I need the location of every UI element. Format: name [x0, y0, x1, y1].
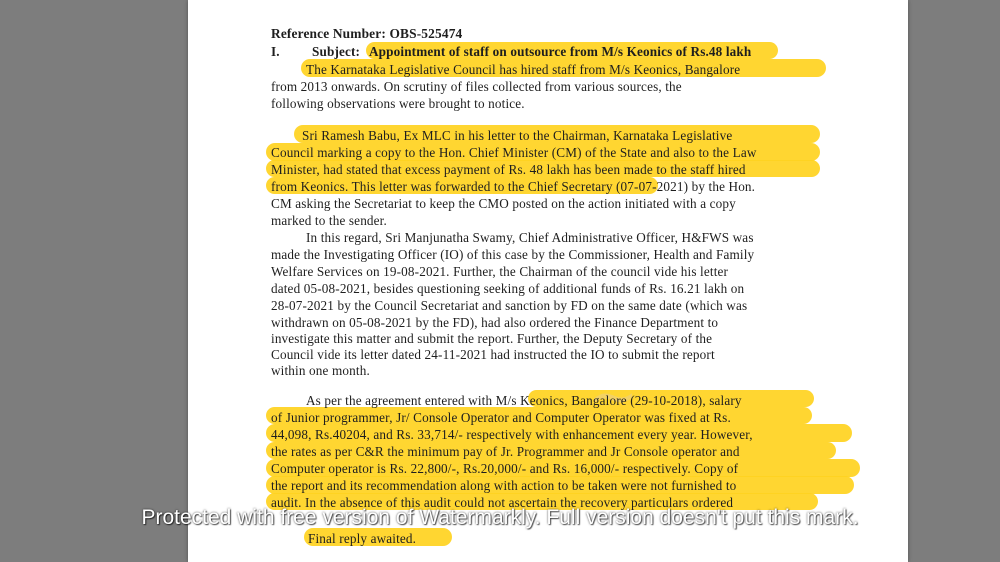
watermark-text: Protected with free version of Watermarkly. Full version doesn't put this mark. — [141, 506, 859, 529]
para2-line: marked to the sender. — [271, 213, 387, 228]
para1-line: following observations were brought to notice. — [271, 96, 525, 111]
final-reply-line: Final reply awaited. — [308, 531, 417, 546]
para2-line: from Keonics. This letter was forwarded to the Chief Secretary (07-07-2021) by the Hon. — [271, 179, 756, 194]
para4-line: the rates as per C&R the minimum pay of Jr. Programmer and Jr Console operator and — [271, 444, 740, 459]
subject-text: Appointment of staff on outsource from M/s Keonics of Rs.48 lakh — [369, 44, 752, 59]
para4-line: of Junior programmer, Jr/ Console Operator and Computer Operator was fixed at Rs. — [271, 410, 731, 425]
para3-line: 28-07-2021 by the Council Secretariat and sanction by FD on the same date (which was — [271, 298, 748, 313]
para4-line: As per the agreement entered with M/s Keonics, Bangalore (29-10-2018), salary — [306, 393, 742, 408]
reference-number: Reference Number: OBS-525474 — [271, 26, 463, 41]
para1-line: The Karnataka Legislative Council has hired staff from M/s Keonics, Bangalore — [306, 62, 741, 77]
para4-line: the report and its recommendation along with action to be taken were not furnished to — [271, 478, 737, 493]
para4-line: 44,098, Rs.40204, and Rs. 33,714/- respectively with enhancement every year. However, — [271, 427, 753, 442]
subject-label: Subject: — [312, 44, 361, 59]
document-page — [188, 0, 908, 562]
para4-line: audit. In the absence of this audit could not ascertain the recovery particulars ordered — [271, 495, 734, 510]
para1-line: from 2013 onwards. On scrutiny of files collected from various sources, the — [271, 79, 682, 94]
para2-line: Minister, had stated that excess payment of Rs. 48 lakh has been made to the staff hired — [271, 162, 746, 177]
para2-line: Council marking a copy to the Hon. Chief Minister (CM) of the State and also to the Law — [271, 145, 757, 160]
para3-line: made the Investigating Officer (IO) of this case by the Commissioner, Health and Family — [271, 247, 755, 262]
item-number: I. — [271, 44, 280, 59]
para2-line: Sri Ramesh Babu, Ex MLC in his letter to the Chairman, Karnataka Legislative — [302, 128, 733, 143]
faint-stamp: ~ — [588, 362, 639, 432]
para3-line: In this regard, Sri Manjunatha Swamy, Chief Administrative Officer, H&FWS was — [306, 230, 754, 245]
para3-line: within one month. — [271, 363, 370, 378]
para3-line: investigate this matter and submit the report. Further, the Deputy Secretary of the — [271, 331, 713, 346]
para3-line: withdrawn on 05-08-2021 by the FD), had also ordered the Finance Department to — [271, 315, 719, 330]
para3-line: Council vide its letter dated 24-11-2021 had instructed the IO to submit the report — [271, 347, 715, 362]
para4-line: Computer operator is Rs. 22,800/-, Rs.20,000/- and Rs. 16,000/- respectively. Copy of — [271, 461, 739, 476]
para3-line: Welfare Services on 19-08-2021. Further, the Chairman of the council vide his letter — [271, 264, 729, 279]
para3-line: dated 05-08-2021, besides questioning seeking of additional funds of Rs. 16.21 lakh on — [271, 281, 745, 296]
para2-line: CM asking the Secretariat to keep the CMO posted on the action initiated with a copy — [271, 196, 736, 211]
